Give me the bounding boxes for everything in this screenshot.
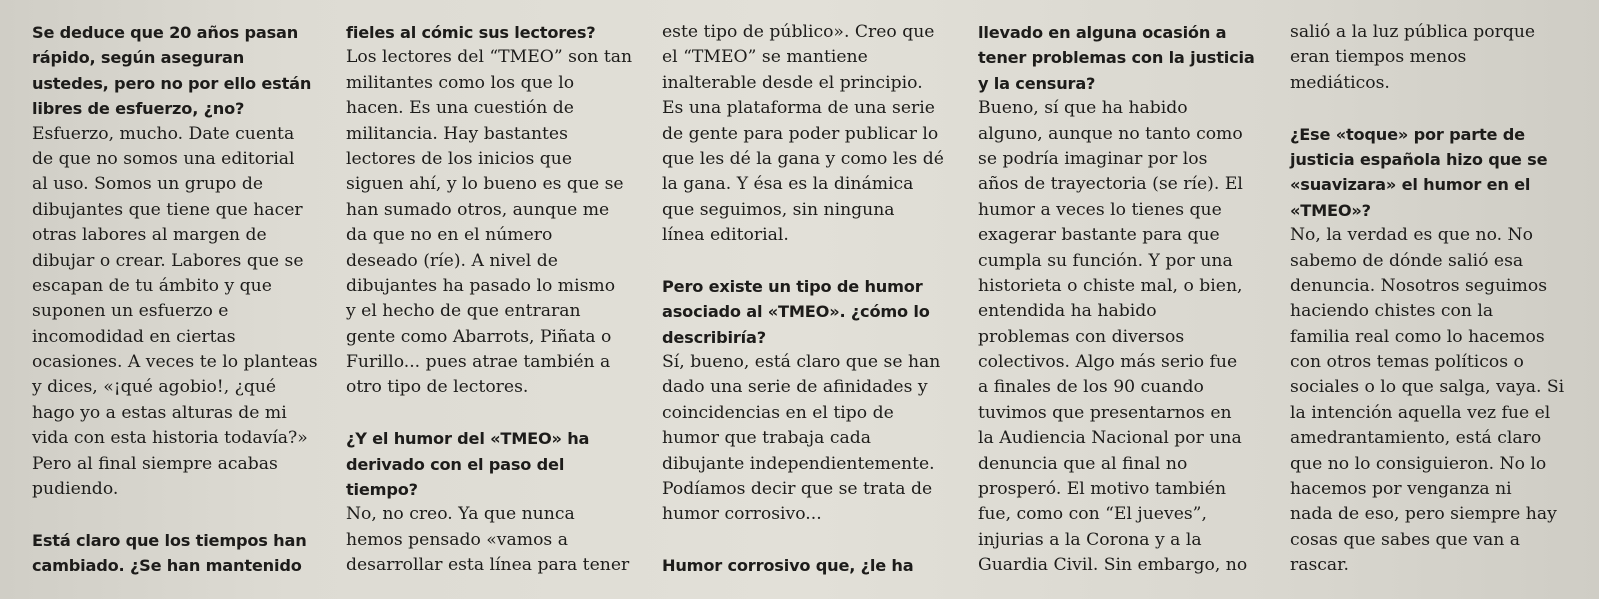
- answer-line: desarrollar esta línea para tener: [346, 555, 630, 576]
- answer-line: pudiendo.: [32, 479, 119, 500]
- answer-line: ocasiones. A veces te lo planteas: [32, 352, 318, 373]
- question-line: llevado en alguna ocasión a: [978, 23, 1227, 42]
- answer-line: con otros temas políticos o: [1290, 352, 1524, 373]
- question-line: ¿Ese «toque» por parte de: [1290, 124, 1525, 144]
- question-line: «suavizara» el humor en el: [1290, 175, 1531, 195]
- question-line: «TMEO»?: [1290, 200, 1371, 220]
- question-line: y la censura?: [978, 73, 1096, 93]
- column-2: [346, 20, 632, 579]
- answer-line: humor corrosivo...: [662, 504, 822, 525]
- answer-line: Esfuerzo, mucho. Date cuenta: [32, 123, 295, 144]
- answer-line: y dices, «¡qué agobio!, ¿qué: [32, 377, 277, 398]
- answer-line: siguen ahí, y lo bueno es que se: [346, 174, 624, 195]
- paragraph-gap: [346, 401, 632, 426]
- column-5: [1290, 20, 1564, 579]
- paragraph-gap: [1290, 96, 1564, 121]
- answer-line: vida con esta historia todavía?»: [32, 428, 308, 449]
- answer-line: escapan de tu ámbito y que: [32, 275, 272, 296]
- question-line: fieles al cómic sus lectores?: [346, 23, 596, 42]
- answer-line: salió a la luz pública porque: [1290, 22, 1536, 42]
- answer-line: de que no somos una editorial: [32, 148, 295, 169]
- question-line: Está claro que los tiempos han: [32, 530, 307, 550]
- answer-line: militantes como los que lo: [346, 72, 575, 93]
- question-line: ustedes, pero no por ello están: [32, 73, 312, 93]
- question-line: rápido, según aseguran: [32, 48, 245, 68]
- answer-line: eran tiempos menos: [1290, 47, 1467, 68]
- answer-line: historieta o chiste mal, o bien,: [978, 275, 1243, 296]
- answer-line: la Audiencia Nacional por una: [978, 428, 1242, 449]
- question-line: describiría?: [662, 327, 766, 347]
- answer-line: Guardia Civil. Sin embargo, no: [978, 555, 1248, 576]
- answer-line: colectivos. Algo más serio fue: [978, 352, 1238, 373]
- question-line: tener problemas con la justicia: [978, 48, 1255, 68]
- answer-line: haciendo chistes con la: [1290, 301, 1494, 322]
- answer-line: otro tipo de lectores.: [346, 377, 529, 398]
- answer-line: humor que trabaja cada: [662, 428, 871, 449]
- answer-line: a finales de los 90 cuando: [978, 377, 1204, 398]
- answer-line: de gente para poder publicar lo: [662, 123, 939, 144]
- answer-line: No, la verdad es que no. No: [1290, 225, 1533, 246]
- answer-line: hemos pensado «vamos a: [346, 529, 568, 550]
- answer-line: suponen un esfuerzo e: [32, 301, 229, 322]
- answer-line: injurias a la Corona y a la: [978, 529, 1202, 550]
- answer-line: dibujante independientemente.: [662, 453, 935, 474]
- answer-line: Sí, bueno, está claro que se han: [662, 352, 941, 373]
- answer-line: humor a veces lo tienes que: [978, 199, 1222, 220]
- answer-line: que les dé la gana y como les dé: [662, 148, 944, 169]
- answer-line: fue, como con “El jueves”,: [978, 504, 1207, 525]
- question-line: asociado al «TMEO». ¿cómo lo: [662, 302, 930, 322]
- question-line: justicia española hizo que se: [1290, 149, 1548, 169]
- answer-line: Furillo... pues atrae también a: [346, 352, 611, 373]
- answer-line: inalterable desde el principio.: [662, 72, 923, 93]
- answer-line: rascar.: [1290, 555, 1349, 576]
- answer-line: que seguimos, sin ninguna: [662, 199, 895, 220]
- answer-line: prosperó. El motivo también: [978, 479, 1227, 500]
- paragraph-gap: [662, 528, 944, 553]
- column-4: [978, 20, 1255, 579]
- answer-line: militancia. Hay bastantes: [346, 123, 568, 144]
- answer-line: lectores de los inicios que: [346, 148, 573, 169]
- answer-line: nada de eso, pero siempre hay: [1290, 504, 1557, 525]
- answer-line: deseado (ríe). A nivel de: [346, 250, 558, 271]
- answer-line: hago yo a estas alturas de mi: [32, 402, 287, 423]
- question-line: derivado con el paso del: [346, 454, 565, 474]
- question-line: cambiado. ¿Se han mantenido: [32, 556, 302, 576]
- answer-line: tuvimos que presentarnos en: [978, 402, 1232, 423]
- answer-line: este tipo de público». Creo que: [662, 22, 935, 42]
- answer-line: Los lectores del “TMEO” son tan: [346, 47, 633, 68]
- answer-line: Es una plataforma de una serie: [662, 98, 935, 119]
- question-line: tiempo?: [346, 480, 418, 500]
- answer-line: la intención aquella vez fue el: [1290, 402, 1551, 423]
- answer-line: Bueno, sí que ha habido: [978, 98, 1188, 119]
- paragraph-gap: [32, 502, 318, 527]
- answer-line: la gana. Y ésa es la dinámica: [662, 174, 914, 195]
- column-3: [662, 20, 944, 579]
- answer-line: que no lo consiguieron. No lo: [1290, 453, 1547, 474]
- answer-line: Podíamos decir que se trata de: [662, 479, 933, 500]
- question-line: ¿Y el humor del «TMEO» ha: [346, 429, 590, 449]
- answer-line: problemas con diversos: [978, 326, 1185, 347]
- answer-line: y el hecho de que entraran: [346, 301, 581, 322]
- answer-line: cumpla su función. Y por una: [978, 250, 1233, 271]
- answer-line: el “TMEO” se mantiene: [662, 47, 868, 68]
- answer-line: sociales o lo que salga, vaya. Si: [1290, 377, 1565, 398]
- answer-line: gente como Abarrots, Piñata o: [346, 326, 612, 347]
- answer-line: al uso. Somos un grupo de: [32, 174, 263, 195]
- answer-line: otras labores al margen de: [32, 225, 267, 246]
- question-line: libres de esfuerzo, ¿no?: [32, 99, 245, 119]
- answer-line: denuncia. Nosotros seguimos: [1290, 275, 1548, 296]
- answer-line: hacen. Es una cuestión de: [346, 98, 574, 119]
- answer-line: Pero al final siempre acabas: [32, 453, 278, 474]
- question-line: Se deduce que 20 años pasan: [32, 23, 299, 42]
- column-1: [32, 20, 318, 579]
- answer-line: hacemos por venganza ni: [1290, 479, 1512, 500]
- answer-line: dibujantes que tiene que hacer: [32, 199, 303, 220]
- answer-line: mediáticos.: [1290, 72, 1390, 93]
- answer-line: dibujar o crear. Labores que se: [32, 250, 304, 271]
- answer-line: denuncia que al final no: [978, 453, 1188, 474]
- answer-line: entendida ha habido: [978, 301, 1157, 322]
- answer-line: alguno, aunque no tanto como: [978, 123, 1243, 144]
- answer-line: línea editorial.: [662, 225, 789, 246]
- answer-line: familia real como lo hacemos: [1290, 326, 1545, 347]
- question-line: Pero existe un tipo de humor: [662, 276, 923, 296]
- answer-line: No, no creo. Ya que nunca: [346, 504, 575, 525]
- answer-line: sabemo de dónde salió esa: [1290, 250, 1524, 271]
- answer-line: coincidencias en el tipo de: [662, 402, 894, 423]
- answer-line: se podría imaginar por los: [978, 148, 1208, 169]
- answer-line: cosas que sabes que van a: [1290, 529, 1521, 550]
- answer-line: amedrantamiento, está claro: [1290, 428, 1542, 449]
- answer-line: han sumado otros, aunque me: [346, 199, 610, 220]
- paragraph-gap: [662, 249, 944, 274]
- answer-line: dado una serie de afinidades y: [662, 377, 928, 398]
- answer-line: incomodidad en ciertas: [32, 326, 236, 347]
- answer-line: dibujantes ha pasado lo mismo: [346, 275, 616, 296]
- answer-line: da que no en el número: [346, 225, 553, 246]
- answer-line: años de trayectoria (se ríe). El: [978, 174, 1243, 195]
- question-line: Humor corrosivo que, ¿le ha: [662, 556, 914, 576]
- answer-line: exagerar bastante para que: [978, 225, 1220, 246]
